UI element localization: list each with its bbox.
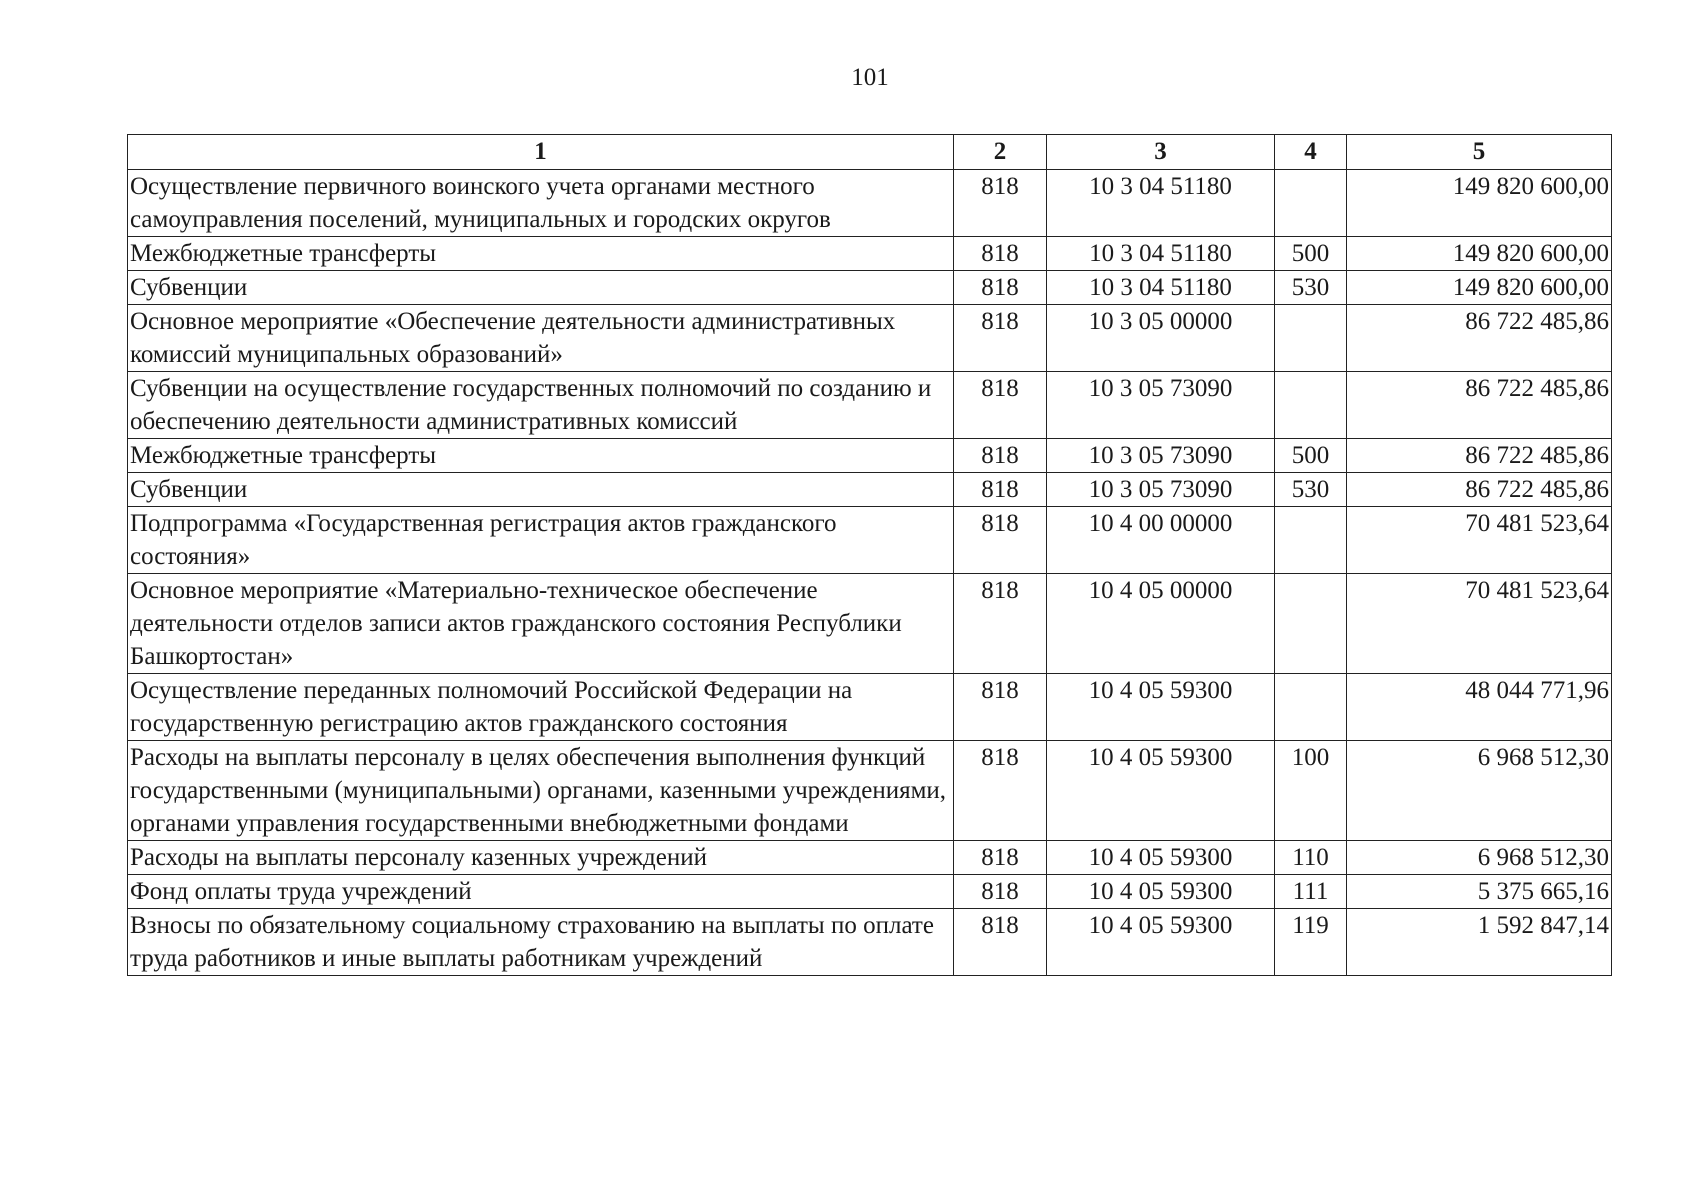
row-amount-cell: 6 968 512,30 [1347, 841, 1612, 875]
row-amount-cell: 5 375 665,16 [1347, 875, 1612, 909]
row-amount-cell: 149 820 600,00 [1347, 237, 1612, 271]
row-target-code-cell: 10 4 05 59300 [1047, 841, 1275, 875]
row-admin-code-cell: 818 [954, 574, 1047, 674]
row-name-cell: Основное мероприятие «Материально-техническое обеспечение деятельности отделов записи актов гражданского состояния Республики Башкортостан» [128, 574, 954, 674]
row-target-code-cell: 10 4 05 59300 [1047, 741, 1275, 841]
table-row [128, 237, 1612, 271]
table-row [128, 507, 1612, 574]
row-name-cell: Подпрограмма «Государственная регистрация актов гражданского состояния» [128, 507, 954, 574]
row-target-code-cell: 10 4 00 00000 [1047, 507, 1275, 574]
row-admin-code-cell: 818 [954, 674, 1047, 741]
row-expense-type-cell [1275, 507, 1347, 574]
row-target-code-cell: 10 3 04 51180 [1047, 170, 1275, 237]
row-admin-code-cell: 818 [954, 507, 1047, 574]
row-expense-type-cell: 530 [1275, 271, 1347, 305]
table-row [128, 875, 1612, 909]
table-row [128, 170, 1612, 237]
row-name-cell: Межбюджетные трансферты [128, 237, 954, 271]
row-expense-type-cell: 100 [1275, 741, 1347, 841]
row-amount-cell: 70 481 523,64 [1347, 507, 1612, 574]
header-col-4: 4 [1275, 135, 1347, 170]
budget-table [127, 134, 1612, 976]
row-expense-type-cell: 530 [1275, 473, 1347, 507]
row-name-cell: Основное мероприятие «Обеспечение деятельности административных комиссий муниципальных образований» [128, 305, 954, 372]
row-target-code-cell: 10 3 05 73090 [1047, 372, 1275, 439]
table-row [128, 841, 1612, 875]
row-name-cell: Расходы на выплаты персоналу казенных учреждений [128, 841, 954, 875]
row-target-code-cell: 10 3 05 00000 [1047, 305, 1275, 372]
table-row [128, 574, 1612, 674]
row-name-cell: Субвенции на осуществление государственных полномочий по созданию и обеспечению деятельности административных комиссий [128, 372, 954, 439]
row-expense-type-cell: 500 [1275, 237, 1347, 271]
row-amount-cell: 48 044 771,96 [1347, 674, 1612, 741]
row-name-cell: Расходы на выплаты персоналу в целях обеспечения выполнения функций государственными (муниципальными) органами, казенными учреждениями, органами управления государственными внебюджетными фондами [128, 741, 954, 841]
table-row [128, 372, 1612, 439]
table-row [128, 305, 1612, 372]
row-target-code-cell: 10 4 05 00000 [1047, 574, 1275, 674]
row-amount-cell: 86 722 485,86 [1347, 372, 1612, 439]
row-amount-cell: 149 820 600,00 [1347, 271, 1612, 305]
table-row [128, 473, 1612, 507]
row-target-code-cell: 10 3 05 73090 [1047, 473, 1275, 507]
header-col-3: 3 [1047, 135, 1275, 170]
row-admin-code-cell: 818 [954, 305, 1047, 372]
table-row [128, 439, 1612, 473]
row-expense-type-cell [1275, 372, 1347, 439]
row-admin-code-cell: 818 [954, 170, 1047, 237]
row-expense-type-cell: 119 [1275, 909, 1347, 976]
row-name-cell: Межбюджетные трансферты [128, 439, 954, 473]
row-name-cell: Осуществление переданных полномочий Российской Федерации на государственную регистрацию актов гражданского состояния [128, 674, 954, 741]
table-row [128, 271, 1612, 305]
row-amount-cell: 6 968 512,30 [1347, 741, 1612, 841]
row-target-code-cell: 10 3 05 73090 [1047, 439, 1275, 473]
row-admin-code-cell: 818 [954, 741, 1047, 841]
row-admin-code-cell: 818 [954, 439, 1047, 473]
table-row [128, 674, 1612, 741]
table-row [128, 741, 1612, 841]
row-target-code-cell: 10 3 04 51180 [1047, 271, 1275, 305]
row-admin-code-cell: 818 [954, 271, 1047, 305]
row-name-cell: Взносы по обязательному социальному страхованию на выплаты по оплате труда работников и иные выплаты работникам учреждений [128, 909, 954, 976]
row-admin-code-cell: 818 [954, 372, 1047, 439]
row-amount-cell: 86 722 485,86 [1347, 305, 1612, 372]
header-row [128, 135, 1612, 170]
table-row [128, 909, 1612, 976]
row-expense-type-cell [1275, 170, 1347, 237]
row-admin-code-cell: 818 [954, 909, 1047, 976]
row-amount-cell: 149 820 600,00 [1347, 170, 1612, 237]
row-expense-type-cell: 110 [1275, 841, 1347, 875]
row-expense-type-cell [1275, 305, 1347, 372]
row-admin-code-cell: 818 [954, 841, 1047, 875]
row-expense-type-cell: 111 [1275, 875, 1347, 909]
header-col-1: 1 [128, 135, 954, 170]
row-admin-code-cell: 818 [954, 875, 1047, 909]
row-expense-type-cell: 500 [1275, 439, 1347, 473]
row-expense-type-cell [1275, 574, 1347, 674]
row-target-code-cell: 10 4 05 59300 [1047, 875, 1275, 909]
row-name-cell: Осуществление первичного воинского учета органами местного самоуправления поселений, муниципальных и городских округов [128, 170, 954, 237]
row-admin-code-cell: 818 [954, 237, 1047, 271]
header-col-5: 5 [1347, 135, 1612, 170]
row-admin-code-cell: 818 [954, 473, 1047, 507]
row-amount-cell: 86 722 485,86 [1347, 473, 1612, 507]
row-name-cell: Субвенции [128, 271, 954, 305]
row-target-code-cell: 10 3 04 51180 [1047, 237, 1275, 271]
row-amount-cell: 70 481 523,64 [1347, 574, 1612, 674]
row-target-code-cell: 10 4 05 59300 [1047, 674, 1275, 741]
page-number: 101 [851, 64, 889, 91]
row-expense-type-cell [1275, 674, 1347, 741]
header-col-2: 2 [954, 135, 1047, 170]
row-target-code-cell: 10 4 05 59300 [1047, 909, 1275, 976]
row-amount-cell: 1 592 847,14 [1347, 909, 1612, 976]
row-name-cell: Фонд оплаты труда учреждений [128, 875, 954, 909]
row-name-cell: Субвенции [128, 473, 954, 507]
row-amount-cell: 86 722 485,86 [1347, 439, 1612, 473]
